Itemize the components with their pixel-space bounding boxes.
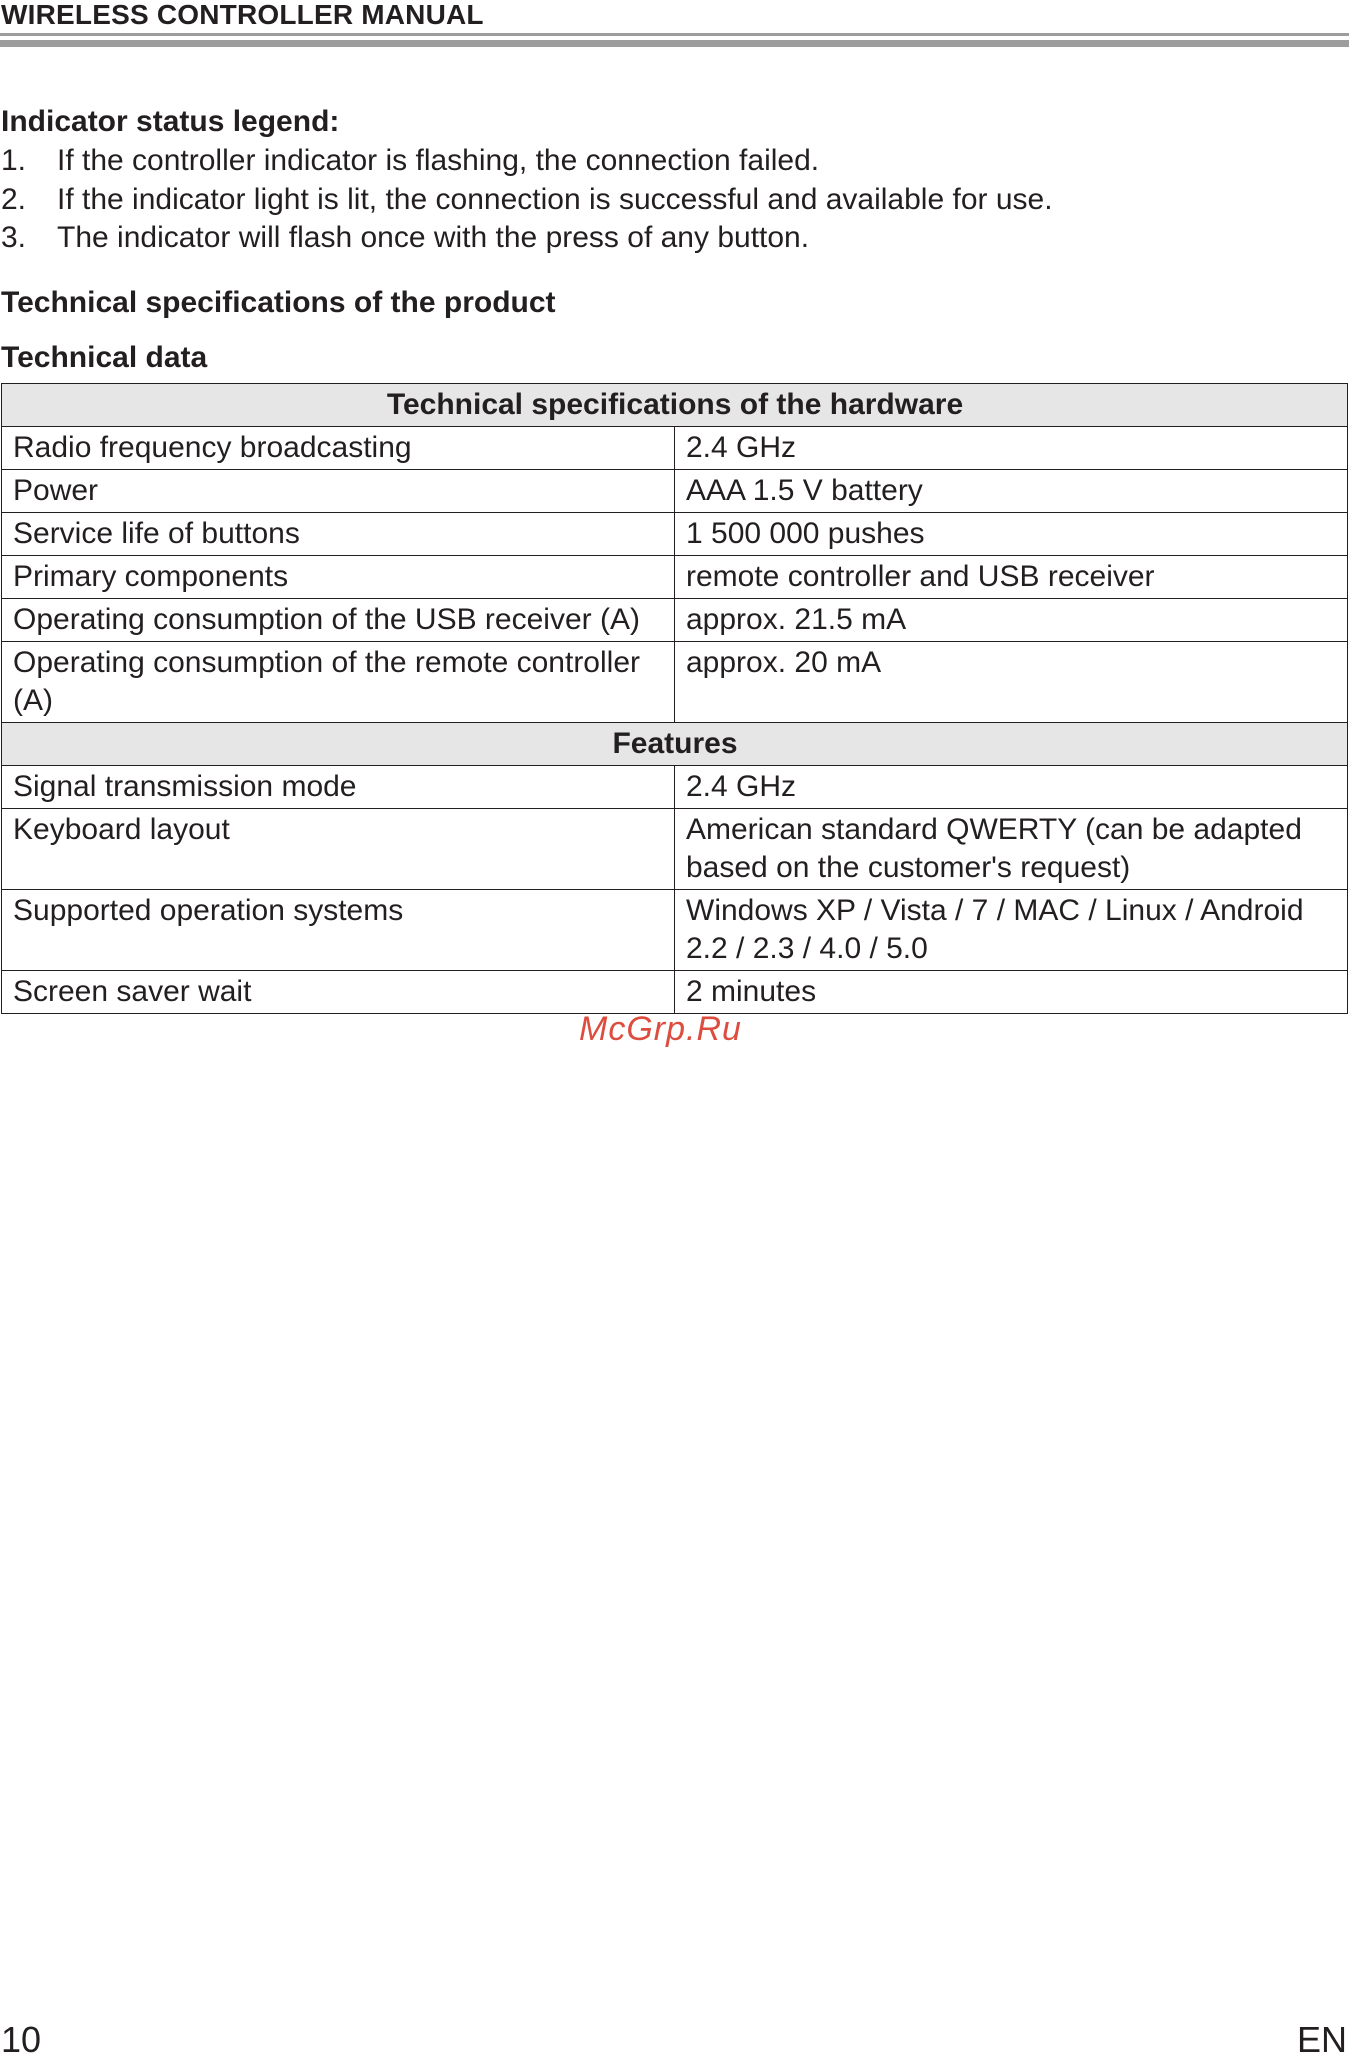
legend-item-text: If the indicator light is lit, the connection is successful and available for use. [57,182,1053,216]
spec-heading: Technical specifications of the product [1,286,556,319]
table-cell-value: AAA 1.5 V battery [675,470,1348,513]
table-row [2,642,1348,723]
spec-table [1,383,1348,1014]
table-row [2,599,1348,642]
table-row [2,470,1348,513]
language-code: EN [1296,2019,1347,2060]
table-cell-value: Windows XP / Vista / 7 / MAC / Linux / Android 2.2 / 2.3 / 4.0 / 5.0 [675,890,1348,971]
legend-item-number: 2. [1,182,27,216]
table-row [2,890,1348,971]
manual-title: WIRELESS CONTROLLER MANUAL [1,0,484,30]
table-row [2,971,1348,1014]
table-cell-label: Operating consumption of the USB receiver (A) [2,599,675,642]
table-section-row [2,384,1348,427]
table-cell-label: Service life of buttons [2,513,675,556]
watermark: McGrp.Ru [579,1010,742,1048]
legend-item-number: 1. [1,144,27,177]
legend-list [1,142,1053,258]
table-row [2,513,1348,556]
table-section-row [2,723,1348,766]
table-cell-value: approx. 21.5 mA [675,599,1348,642]
legend-item-text: If the controller indicator is flashing, the connection failed. [57,144,820,177]
table-row [2,427,1348,470]
table-cell-value: 2.4 GHz [675,427,1348,470]
table-cell-label: Screen saver wait [2,971,675,1014]
features-section-header: Features [2,723,1348,766]
table-cell-value: American standard QWERTY (can be adapted based on the customer's request) [675,809,1348,890]
table-cell-label: Signal transmission mode [2,766,675,809]
legend-heading: Indicator status legend: [1,105,340,138]
table-cell-label: Power [2,470,675,513]
page-number: 10 [1,2019,42,2060]
table-cell-value: approx. 20 mA [675,642,1348,723]
table-cell-label: Primary components [2,556,675,599]
table-row [2,766,1348,809]
table-cell-label: Operating consumption of the remote controller (A) [2,642,675,723]
legend-item [1,181,1053,220]
table-cell-label: Keyboard layout [2,809,675,890]
legend-item [1,142,1053,181]
table-cell-value: 2.4 GHz [675,766,1348,809]
data-heading: Technical data [1,341,208,374]
table-cell-label: Radio frequency broadcasting [2,427,675,470]
table-cell-value: remote controller and USB receiver [675,556,1348,599]
hardware-section-header: Technical specifications of the hardware [2,384,1348,427]
table-cell-value: 1 500 000 pushes [675,513,1348,556]
header-divider-thin [0,33,1349,36]
legend-item [1,219,1053,258]
table-row [2,809,1348,890]
legend-item-number: 3. [1,221,27,254]
table-cell-label: Supported operation systems [2,890,675,971]
legend-item-text: The indicator will flash once with the press of any button. [57,221,810,254]
header-divider-thick [0,40,1349,47]
table-row [2,556,1348,599]
table-cell-value: 2 minutes [675,971,1348,1014]
